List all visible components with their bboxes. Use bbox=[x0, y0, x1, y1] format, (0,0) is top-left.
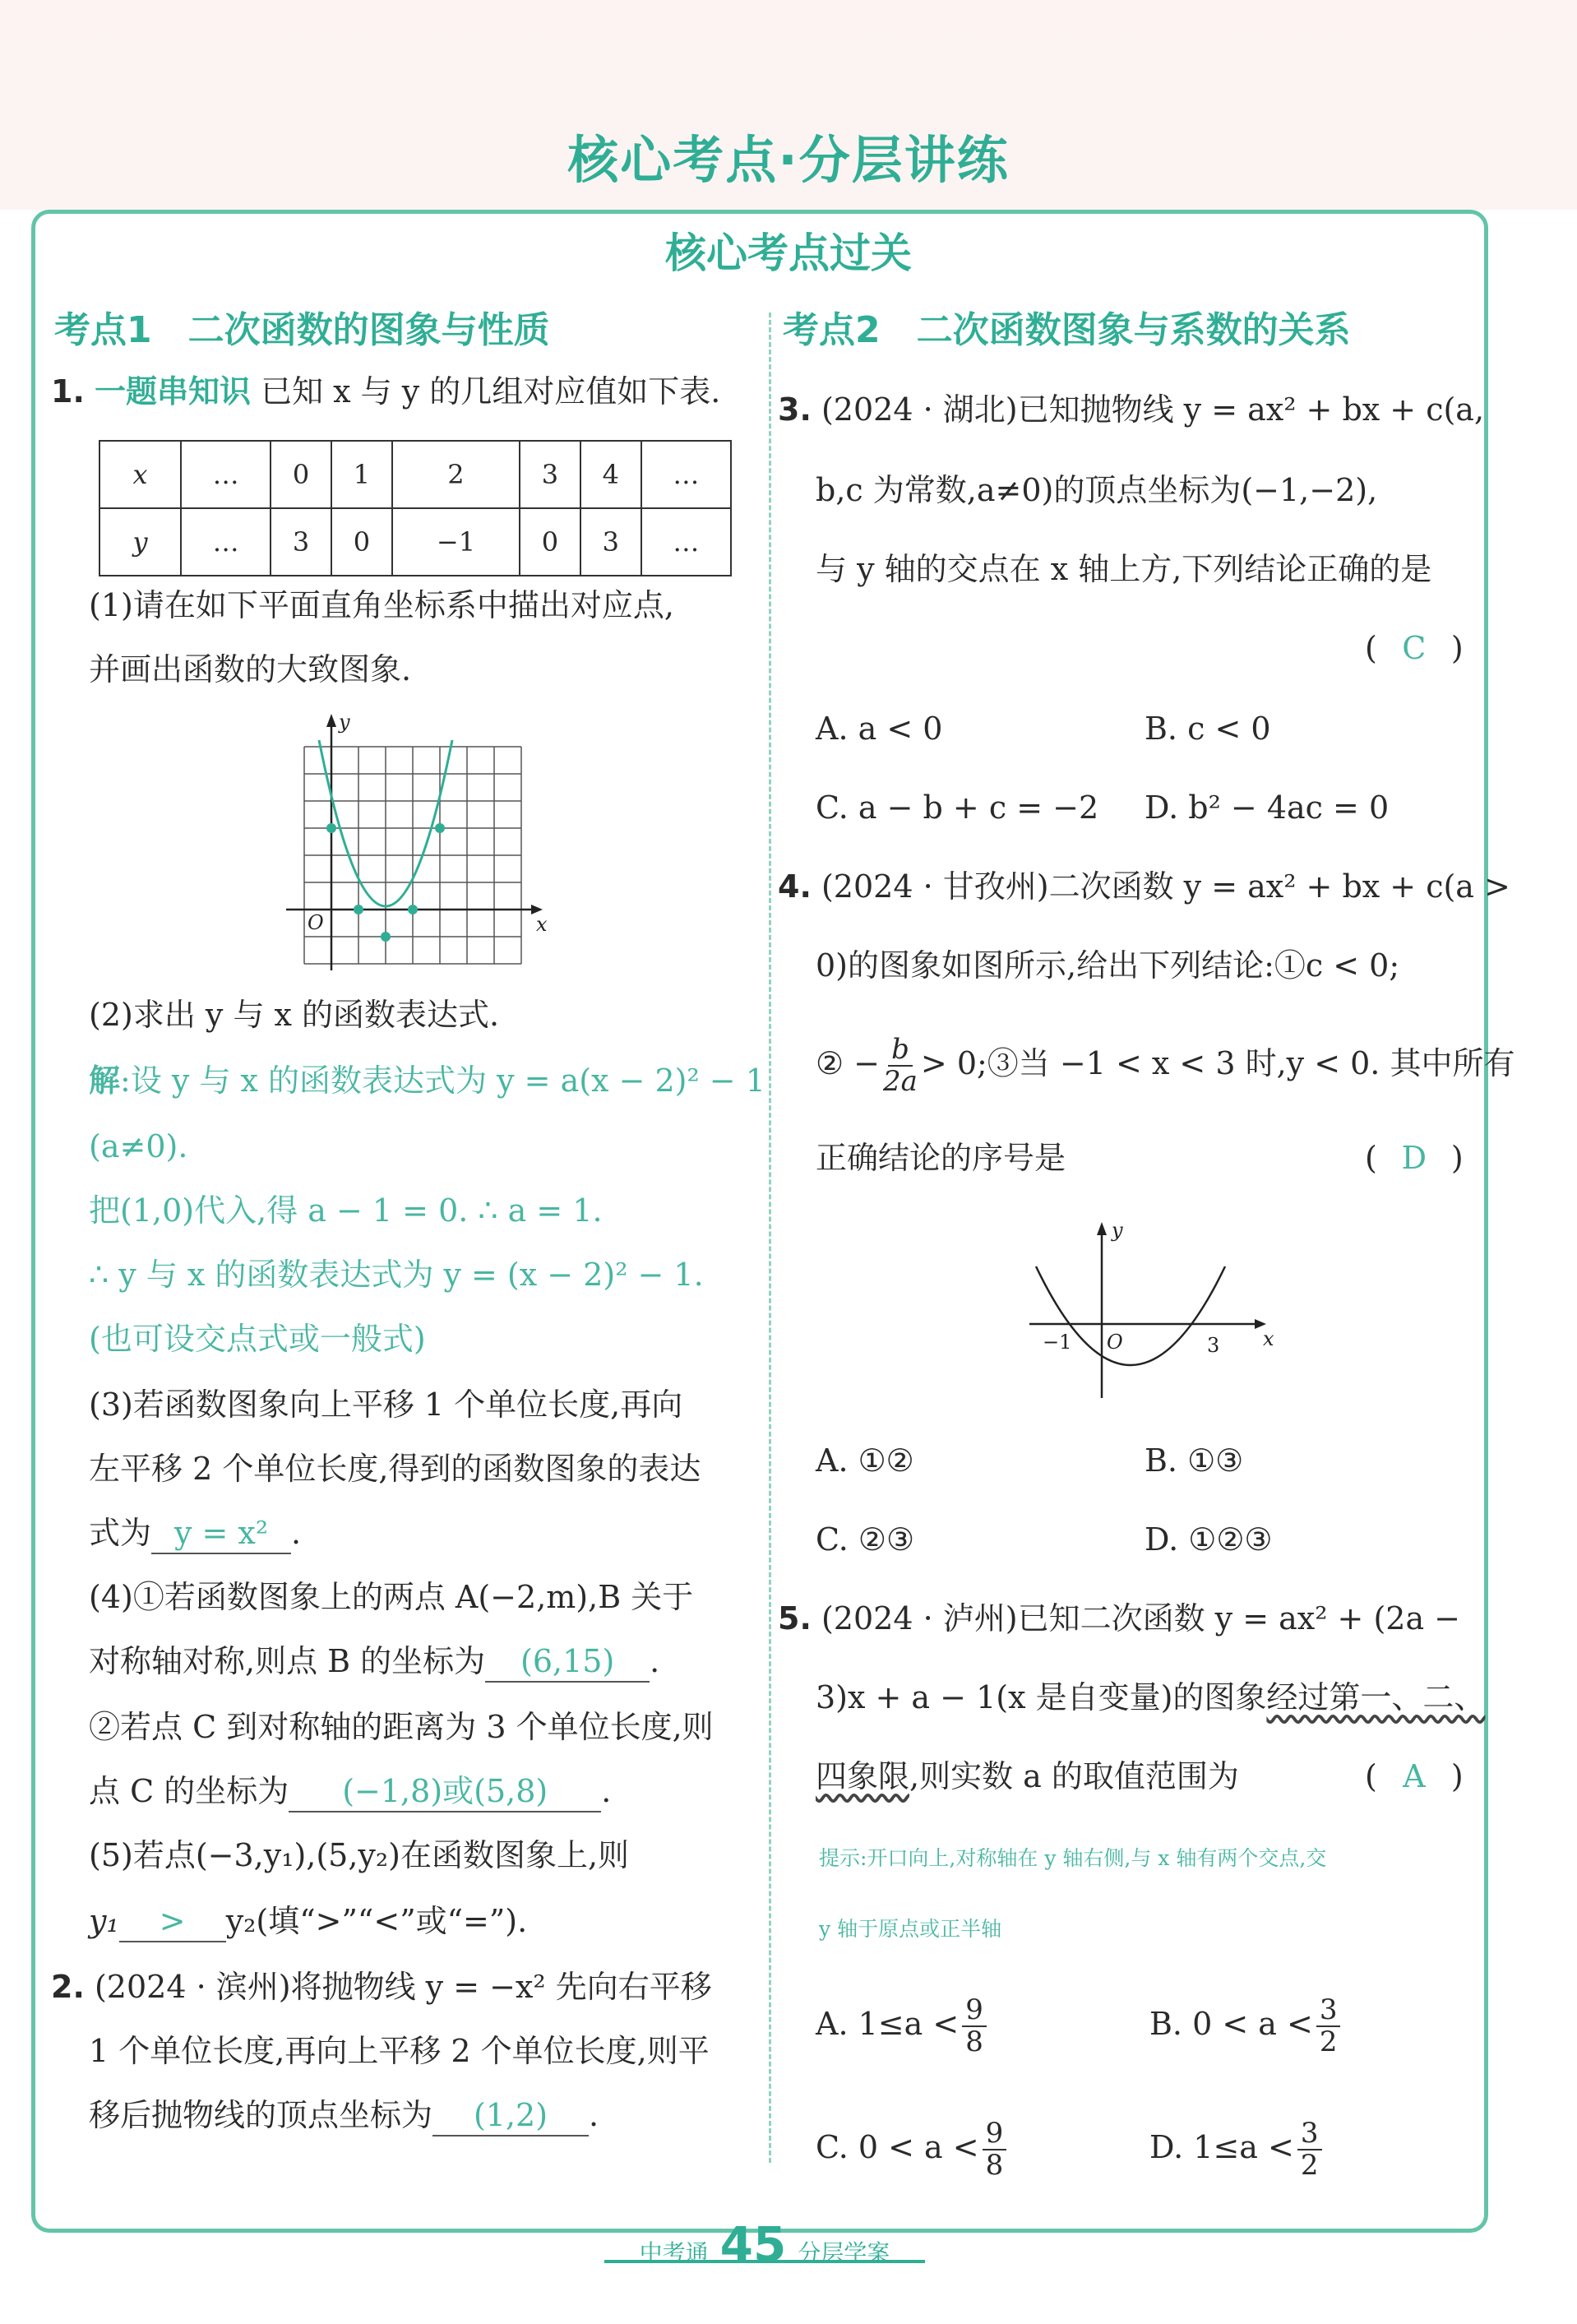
q4-option-c: C. ②③ bbox=[816, 1521, 915, 1558]
q1-part3-line1: (3)若函数图象向上平移 1 个单位长度,再向 bbox=[89, 1387, 683, 1423]
option-fraction bbox=[1297, 2118, 1322, 2182]
solution-text: :设 y 与 x 的函数表达式为 y = a(x − 2)² − 1 bbox=[120, 1062, 765, 1099]
q4-text: (2024 · 甘孜州)二次函数 y = ax² + bx + c(a > bbox=[821, 868, 1510, 905]
q1-part1-line1: (1)请在如下平面直角坐标系中描出对应点, bbox=[89, 587, 674, 623]
q4-line1 bbox=[778, 867, 1510, 906]
q4-line4: 正确结论的序号是 bbox=[816, 1140, 1066, 1176]
q4-answer: D bbox=[1401, 1140, 1427, 1176]
q1-part4-prefix2: 点 C 的坐标为 bbox=[89, 1773, 289, 1809]
q1-part5-suffix: y₂(填“>”“<”或“=”). bbox=[225, 1903, 528, 1939]
bracket-open: ( bbox=[1365, 1758, 1377, 1794]
q5-answer-bracket bbox=[1365, 1757, 1464, 1796]
fraction-numerator: 3 bbox=[1297, 2118, 1322, 2150]
table-cell: … bbox=[181, 508, 271, 576]
q4-option-d: D. ①②③ bbox=[1145, 1521, 1273, 1558]
q5-line3-suffix: ,则实数 a 的取值范围为 bbox=[909, 1758, 1239, 1794]
q4-y-arrow bbox=[1097, 1222, 1107, 1235]
q3-answer: C bbox=[1402, 630, 1427, 666]
section-title-right: 考点2 二次函数图象与系数的关系 bbox=[783, 309, 1351, 351]
fraction-numerator: b bbox=[888, 1035, 913, 1067]
value-table bbox=[99, 440, 732, 576]
q3-line1 bbox=[778, 390, 1484, 429]
page-title: 核心考点·分层讲练 bbox=[567, 130, 1010, 190]
q1-part3-line3 bbox=[89, 1513, 301, 1554]
footer-right-label: 分层学案 bbox=[798, 2239, 890, 2266]
q1-point bbox=[435, 823, 445, 833]
page-number: 45 bbox=[719, 2216, 787, 2272]
q1-part5-answer: > bbox=[119, 1901, 226, 1942]
q1-y1: y₁ bbox=[89, 1903, 119, 1939]
fraction-denominator: 8 bbox=[965, 2025, 983, 2059]
q5-line3 bbox=[816, 1757, 1239, 1796]
table-cell: 0 bbox=[271, 441, 331, 508]
q4-line3-suffix: > 0;③当 −1 < x < 3 时,y < 0. 其中所有 bbox=[920, 1044, 1515, 1081]
table-cell: 0 bbox=[331, 508, 392, 576]
bracket-close: ) bbox=[1450, 1758, 1464, 1794]
period: . bbox=[601, 1773, 612, 1809]
q1-solution-line4: ∴ y 与 x 的函数表达式为 y = (x − 2)² − 1. bbox=[89, 1257, 704, 1293]
q5-option-d bbox=[1149, 2118, 1325, 2182]
q1-part4-line1: (4)①若函数图象上的两点 A(−2,m),B 关于 bbox=[89, 1579, 694, 1615]
bracket-open: ( bbox=[1365, 1140, 1377, 1176]
table-cell: x bbox=[99, 441, 181, 508]
q5-option-b bbox=[1149, 1995, 1343, 2058]
fraction-denominator: 2 bbox=[1300, 2149, 1319, 2183]
table-cell: 0 bbox=[520, 508, 580, 576]
footer-left-label: 中考通 bbox=[639, 2239, 709, 2266]
panel-title: 核心考点过关 bbox=[665, 229, 912, 277]
q1-part3-line2: 左平移 2 个单位长度,得到的函数图象的表达 bbox=[89, 1451, 701, 1487]
q2-prefix: 移后抛物线的顶点坐标为 bbox=[89, 2097, 433, 2133]
table-cell: … bbox=[641, 508, 731, 576]
q4-parabola-graph bbox=[1020, 1217, 1283, 1406]
option-text: C. 0 < a < bbox=[816, 2128, 979, 2165]
q5-hint-line2: y 轴于原点或正半轴 bbox=[819, 1917, 1002, 1941]
q1-part4-prefix: 对称轴对称,则点 B 的坐标为 bbox=[89, 1643, 486, 1679]
footer-rule bbox=[604, 2260, 925, 2263]
section-title-left: 考点1 二次函数的图象与性质 bbox=[54, 309, 550, 351]
q1-coordinate-graph bbox=[280, 707, 559, 979]
option-text: B. 0 < a < bbox=[1149, 2005, 1313, 2042]
q4-left-root-label: −1 bbox=[1043, 1331, 1072, 1354]
q5-option-c bbox=[816, 2118, 1010, 2182]
q3-answer-bracket bbox=[1365, 628, 1464, 668]
solution-label: 解 bbox=[89, 1062, 121, 1099]
fraction-denominator: 2a bbox=[883, 1065, 918, 1099]
q5-number: 5. bbox=[778, 1600, 812, 1637]
q2-line3 bbox=[89, 2095, 599, 2137]
q3-line3: 与 y 轴的交点在 x 轴上方,下列结论正确的是 bbox=[816, 551, 1432, 587]
q1-part4-answer1: (6,15) bbox=[485, 1641, 650, 1683]
bracket-close: ) bbox=[1450, 1140, 1464, 1176]
q2-text: (2024 · 滨州)将抛物线 y = −x² 先向右平移 bbox=[94, 1969, 712, 2005]
q1-x-label: x bbox=[536, 913, 548, 936]
q1-stem: 已知 x 与 y 的几组对应值如下表. bbox=[261, 373, 721, 410]
q3-text: (2024 · 湖北)已知抛物线 y = ax² + bx + c(a, bbox=[821, 391, 1485, 428]
q2-line1 bbox=[51, 1967, 712, 2007]
q1-point bbox=[381, 932, 391, 942]
q4-number: 4. bbox=[778, 868, 812, 905]
q1-point bbox=[354, 905, 363, 914]
table-cell: y bbox=[99, 508, 181, 576]
q1-part5-line1: (5)若点(−3,y₁),(5,y₂)在函数图象上,则 bbox=[89, 1837, 630, 1873]
table-cell: 3 bbox=[580, 508, 641, 576]
period: . bbox=[589, 2097, 599, 2133]
q1-part1-line2: 并画出函数的大致图象. bbox=[89, 651, 412, 687]
q5-emphasis-2: 四象限 bbox=[816, 1758, 910, 1794]
q4-y-label: y bbox=[1112, 1219, 1123, 1242]
option-fraction bbox=[962, 1995, 987, 2058]
q2-number: 2. bbox=[51, 1969, 85, 2005]
table-cell: 1 bbox=[331, 441, 392, 508]
q4-answer-bracket bbox=[1365, 1138, 1464, 1178]
q1-part4-line2 bbox=[89, 1641, 659, 1683]
q1-point bbox=[408, 905, 418, 914]
q5-line1 bbox=[778, 1599, 1460, 1638]
q1-part5-line2 bbox=[89, 1901, 527, 1942]
column-divider bbox=[769, 312, 771, 2163]
fraction-numerator: 9 bbox=[962, 1995, 987, 2027]
option-fraction bbox=[983, 2118, 1007, 2182]
q5-line2 bbox=[816, 1678, 1485, 1717]
q1-part3-prefix: 式为 bbox=[89, 1515, 152, 1551]
q1-part2: (2)求出 y 与 x 的函数表达式. bbox=[89, 997, 500, 1033]
q4-line2: 0)的图象如图所示,给出下列结论:①c < 0; bbox=[816, 947, 1400, 984]
table-cell: 3 bbox=[271, 508, 331, 576]
q4-x-label: x bbox=[1263, 1327, 1274, 1350]
q1-stem-line bbox=[51, 372, 720, 411]
bracket-open: ( bbox=[1365, 630, 1377, 666]
q1-solution-line3: 把(1,0)代入,得 a − 1 = 0. ∴ a = 1. bbox=[89, 1192, 603, 1229]
q1-part4-line3: ②若点 C 到对称轴的距离为 3 个单位长度,则 bbox=[89, 1709, 714, 1745]
q5-hint-line1: 提示:开口向上,对称轴在 y 轴右侧,与 x 轴有两个交点,交 bbox=[819, 1846, 1327, 1870]
fraction-denominator: 2 bbox=[1319, 2025, 1338, 2059]
q4-right-root-label: 3 bbox=[1207, 1334, 1220, 1357]
q1-point bbox=[326, 823, 336, 833]
table-cell: 3 bbox=[520, 441, 580, 508]
table-cell: 4 bbox=[580, 441, 641, 508]
q1-part3-answer: y = x² bbox=[151, 1513, 291, 1554]
q3-option-b: B. c < 0 bbox=[1145, 711, 1271, 747]
q1-tag: 一题串知识 bbox=[94, 373, 251, 410]
q5-option-a bbox=[816, 1995, 990, 2058]
table-cell: … bbox=[641, 441, 731, 508]
table-row-x bbox=[99, 441, 731, 508]
table-cell: … bbox=[181, 441, 271, 508]
bracket-close: ) bbox=[1450, 630, 1464, 666]
table-cell: −1 bbox=[392, 508, 520, 576]
q5-text: (2024 · 泸州)已知二次函数 y = ax² + (2a − bbox=[821, 1600, 1461, 1637]
q1-origin-label: O bbox=[308, 911, 324, 934]
q1-solution-line2: (a≠0). bbox=[89, 1128, 188, 1164]
q3-option-a: A. a < 0 bbox=[816, 711, 943, 747]
q4-line3-prefix: ② − bbox=[816, 1044, 880, 1081]
q4-line3 bbox=[816, 1035, 1515, 1098]
q2-answer: (1,2) bbox=[432, 2095, 589, 2137]
q1-y-arrow bbox=[326, 714, 336, 727]
q4-option-a: A. ①② bbox=[816, 1442, 914, 1479]
q5-emphasis: 经过第一、二、 bbox=[1266, 1679, 1486, 1715]
q1-grid bbox=[304, 747, 521, 964]
option-text: D. 1≤a < bbox=[1149, 2128, 1294, 2165]
fraction-numerator: 3 bbox=[1316, 1995, 1341, 2027]
option-text: A. 1≤a < bbox=[816, 2005, 960, 2042]
q1-part4-answer2: (−1,8)或(5,8) bbox=[289, 1771, 601, 1812]
q2-line2: 1 个单位长度,再向上平移 2 个单位长度,则平 bbox=[89, 2033, 710, 2069]
q3-option-d: D. b² − 4ac = 0 bbox=[1145, 789, 1390, 826]
q3-line2: b,c 为常数,a≠0)的顶点坐标为(−1,−2), bbox=[816, 472, 1378, 508]
q1-solution-line1 bbox=[89, 1061, 765, 1100]
q5-line2-prefix: 3)x + a − 1(x 是自变量)的图象 bbox=[816, 1679, 1267, 1715]
q4-origin-label: O bbox=[1107, 1331, 1123, 1354]
q4-fraction bbox=[883, 1035, 918, 1098]
period: . bbox=[291, 1515, 302, 1551]
table-row-y bbox=[99, 508, 731, 576]
q4-option-b: B. ①③ bbox=[1145, 1442, 1244, 1479]
q1-y-label: y bbox=[339, 711, 350, 734]
fraction-denominator: 8 bbox=[985, 2149, 1004, 2183]
q3-option-c: C. a − b + c = −2 bbox=[816, 789, 1099, 826]
q3-number: 3. bbox=[778, 391, 812, 428]
table-cell: 2 bbox=[392, 441, 520, 508]
fraction-numerator: 9 bbox=[983, 2118, 1007, 2150]
q1-number: 1. bbox=[51, 373, 85, 410]
q1-part4-line4 bbox=[89, 1771, 611, 1812]
q5-answer: A bbox=[1403, 1758, 1426, 1794]
option-fraction bbox=[1316, 1995, 1341, 2058]
q1-solution-line5: (也可设交点式或一般式) bbox=[89, 1321, 426, 1357]
page-footer bbox=[604, 2216, 925, 2272]
period: . bbox=[650, 1643, 660, 1679]
